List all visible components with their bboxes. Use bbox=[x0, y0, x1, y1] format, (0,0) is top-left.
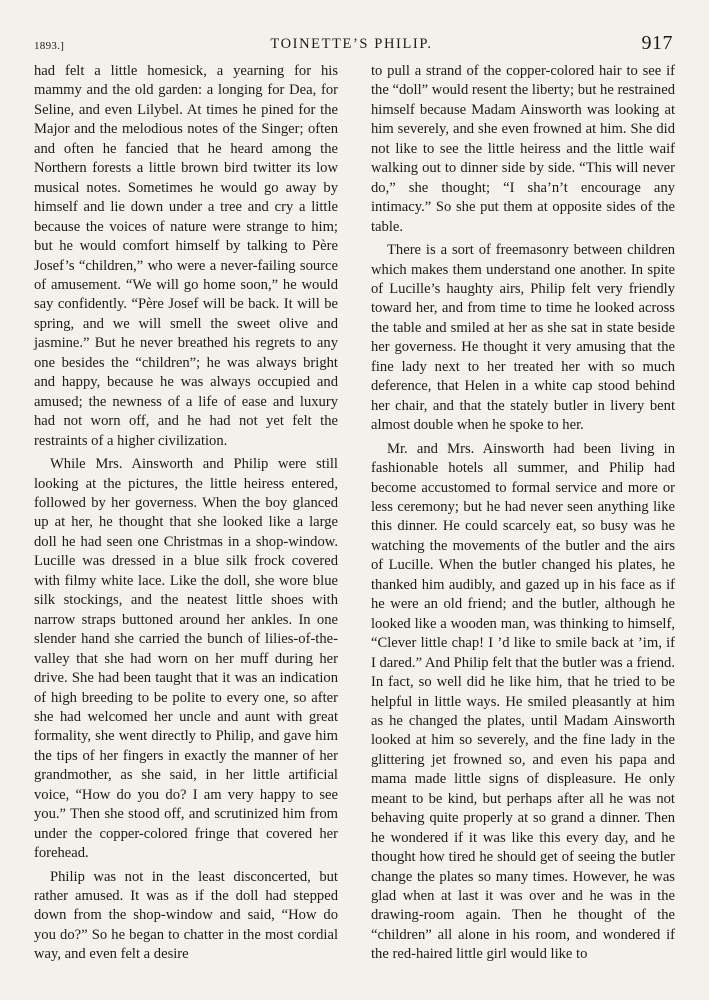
running-header bbox=[30, 32, 673, 56]
paragraph: While Mrs. Ainsworth and Philip were still looking at the pictures, the little heiress entered, followed by her governess. When the boy glanced up at her, he thought that she looked like a large doll he had seen one Christmas in a shop-window. Lucille was dressed in a blue silk frock covered with filmy white lace. Like the doll, she wore blue silk stockings, and the neatest little shoes with narrow straps buttoned around her ankles. In one slender hand she carried the bunch of lilies-of-the-valley that she had worn on her muff during her drive. She had been taught that it was an indication of high breeding to be polite to every one, so after she had welcomed her uncle and aunt with great formality, she went directly to Philip, and gave him the tips of her fingers in exactly the manner of her grandmother, as she said, in her little artificial voice, “How do you do? I am very happy to see you.” Then she stood off, and scrutinized him from under the copper-colored fringe that covered her forehead. bbox=[34, 456, 338, 862]
paragraph: to pull a strand of the copper-colored hair to see if the “doll” would resent the liberty; but he restrained himself because Madam Ainsworth was looking at him severely, and she even frowned at him. She did not like to see the little heiress and the little waif walking out to dinner side by side. “This will never do,” she thought; “I sha’n’t encourage any intimacy.” So she put them at opposite sides of the table. bbox=[371, 63, 675, 235]
right-column bbox=[371, 62, 675, 982]
running-title: TOINETTE’S PHILIP. bbox=[270, 36, 433, 52]
paragraph: There is a sort of freemasonry between children which makes them understand one another. In spite of Lucille’s haughty airs, Philip felt very friendly toward her, and from time to time he looked across the table and smiled at her as she sat in state beside her governess. He thought it very amusing that the fine lady next to her treated her with so much deference, that Helen in a white cap stood behind her chair, and that the stately butler in livery bent almost double when he spoke to her. bbox=[371, 242, 675, 434]
paragraph: had felt a little homesick, a yearning for his mammy and the old garden: a longing for Dea, for Seline, and even Lilybel. At times he pined for the Major and the melodious notes of the Singer; often and often he fancied that he heard among the Northern forests a little brown bird twitter its low musical notes. Sometimes he would go away by himself and lie down under a tree and cry a little because the voices of nature were strange to him; but he would comfort himself by talking to Père Josef’s “children,” who were a never-failing source of amusement. “We will go home soon,” he would say confidently. “Père Josef will be back. It will be spring, and we will smell the sweet olive and jasmine.” But he never breathed his regrets to any one besides the “children”; he was always bright and happy, because he was always occupied and amused; the newness of a life of ease and luxury had not worn off, and he had not yet felt the restraints of a higher civilization. bbox=[34, 63, 338, 449]
paragraph: Philip was not in the least disconcerted, but rather amused. It was as if the doll had stepped down from the shop-window and said, “How do you do?” So he began to chatter in the most cordial way, and even felt a desire bbox=[34, 868, 338, 963]
left-column bbox=[34, 62, 338, 982]
issue-year: 1893.] bbox=[34, 40, 65, 52]
page-number: 917 bbox=[641, 32, 673, 54]
text-columns bbox=[34, 62, 675, 982]
paragraph: Mr. and Mrs. Ainsworth had been living in fashionable hotels all summer, and Philip had become accustomed to formal service and more or less ceremony; but he had never seen anything like this dinner. He could scarcely eat, so busy was he watching the movements of the butler and the airs of Lucille. When the butler changed his plates, he thanked him audibly, and gazed up in his face as if he were an old friend; and the butler, although he looked like a wooden man, was thinking to himself, “Clever little chap! I ’d like to smile back at ’im, if I dared.” And Philip felt that the butler was a friend. In fact, so well did he like him, that he tried to be helpful in little ways. He smiled pleasantly at him as he changed the plates, until Madam Ainsworth looked at him so severely, and the fine lady in the glittering jet frowned so, and even his papa and mama made little signs of displeasure. He only meant to be kind, but perhaps after all he was not behaving quite properly at so grand a dinner. Then he wondered if it was like this every day, and he thought how tired he should get of seeing the butler change the plates so many times. However, he was glad when at last it was over and he was in the drawing-room again. Then he thought of the “children” all alone in his room, and wondered if the red-haired little girl would like to bbox=[371, 440, 675, 963]
